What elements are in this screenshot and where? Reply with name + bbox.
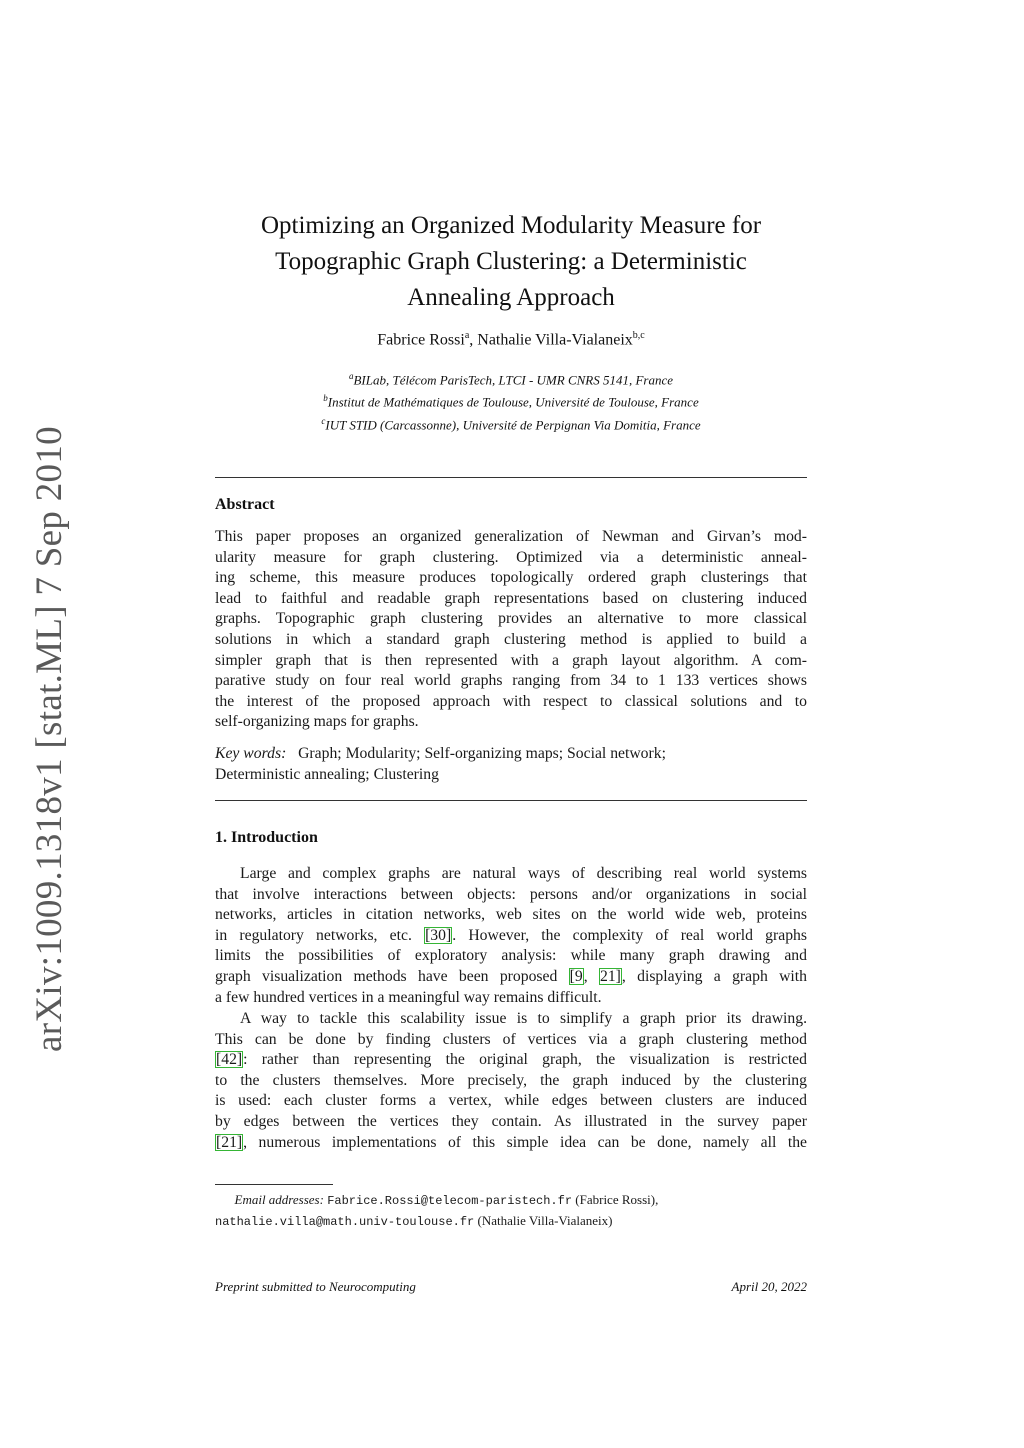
abstract-bottom-rule xyxy=(215,800,807,801)
footer-journal: Preprint submitted to Neurocomputing xyxy=(215,1279,416,1294)
affiliation-mark: b xyxy=(323,393,328,404)
abstract-line: lead to faithful and readable graph representations based on clustering induced xyxy=(215,589,807,607)
introduction-heading: 1. Introduction xyxy=(215,829,318,846)
footnote-rule xyxy=(215,1184,333,1185)
body-line: by edges between the vertices they contain. As illustrated in the survey paper xyxy=(215,1112,807,1130)
abstract-body xyxy=(215,527,807,733)
body-text: , xyxy=(583,967,599,985)
email-link[interactable]: Fabrice.Rossi@telecom-paristech.fr xyxy=(327,1194,573,1208)
affiliation-mark: c xyxy=(321,415,326,426)
abstract-line: self-organizing maps for graphs. xyxy=(215,713,419,731)
affiliation-text: BILab, Télécom ParisTech, LTCI - UMR CNRS 5141, France xyxy=(353,372,674,388)
body-line xyxy=(215,1133,807,1154)
abstract-line: ularity measure for graph clustering. Optimized via a deterministic anneal- xyxy=(215,548,807,566)
body-text: . However, the complexity of real world graphs xyxy=(452,926,808,944)
citation-link[interactable]: [21] xyxy=(216,1133,243,1151)
affiliations xyxy=(215,367,807,434)
body-line: to the clusters themselves. More precisely, the graph induced by the clustering xyxy=(215,1071,807,1089)
affiliation-text: Institut de Mathématiques de Toulouse, Université de Toulouse, France xyxy=(327,394,699,410)
intro-paragraph-2 xyxy=(215,1009,807,1153)
citation-link[interactable]: [9 xyxy=(569,967,583,985)
body-text: , numerous implementations of this simple idea can be done, namely all the xyxy=(243,1133,807,1151)
body-text: graph visualization methods have been proposed xyxy=(215,967,569,985)
affiliation-text: IUT STID (Carcassonne), Université de Perpignan Via Domitia, France xyxy=(325,416,701,432)
body-line: This can be done by finding clusters of vertices via a graph clustering method xyxy=(215,1030,807,1048)
author-name: Nathalie Villa-Vialaneix xyxy=(477,331,633,349)
body-line xyxy=(215,967,807,988)
body-line: networks, articles in citation networks, web sites on the world wide web, proteins xyxy=(215,906,807,924)
email-link[interactable]: nathalie.villa@math.univ-toulouse.fr xyxy=(215,1215,475,1229)
abstract-heading: Abstract xyxy=(215,496,275,513)
abstract-top-rule xyxy=(215,477,807,478)
keywords-label: Key words: xyxy=(215,745,287,762)
body-text: , displaying a graph with xyxy=(621,967,807,985)
arxiv-identifier: arXiv:1009.1318v1 [stat.ML] 7 Sep 2010 xyxy=(29,426,70,1052)
author-list: Fabrice Rossi$^a$, Nathalie Villa-Vialaneix$^{b,c}$ xyxy=(377,330,645,349)
body-line: that involve interactions between objects: persons and/or organizations in social xyxy=(215,885,807,903)
paper-title xyxy=(215,208,807,316)
affiliation xyxy=(215,412,807,434)
abstract-line: solutions in which a standard graph clustering method is applied to build a xyxy=(215,630,807,648)
body-text: : rather than representing the original graph, the visualization is restricted xyxy=(243,1051,807,1069)
body-line xyxy=(215,1050,807,1071)
body-line: a few hundred vertices in a meaningful way remains difficult. xyxy=(215,988,602,1006)
body-line: A way to tackle this scalability issue is to simplify a graph prior its drawing. xyxy=(240,1010,807,1027)
author-affiliation-mark: b,c xyxy=(632,330,645,341)
keywords-text: Deterministic annealing; Clustering xyxy=(215,765,439,783)
affiliation xyxy=(215,389,807,411)
footnote-text: (Fabrice Rossi), xyxy=(575,1192,659,1207)
footnote-text: (Nathalie Villa-Vialaneix) xyxy=(477,1213,613,1228)
abstract-line: the interest of the proposed approach with respect to classical solutions and to xyxy=(215,692,807,710)
title-line: Optimizing an Organized Modularity Measure for xyxy=(260,212,762,239)
body-text: in regulatory networks, etc. xyxy=(215,926,425,944)
keywords-text: Graph; Modularity; Self-organizing maps; Social network; xyxy=(298,745,666,762)
citation-link[interactable]: [42] xyxy=(216,1051,243,1069)
affiliation xyxy=(215,367,807,389)
abstract-line: graphs. Topographic graph clustering provides an alternative to more classical xyxy=(215,610,807,628)
intro-paragraph-1 xyxy=(215,864,807,1008)
citation-link[interactable]: 21] xyxy=(599,967,621,985)
author-affiliation-mark: a xyxy=(464,330,470,341)
citation-link[interactable]: [30] xyxy=(425,926,452,944)
abstract-line: parative study on four real world graphs ranging from 34 to 1 133 vertices shows xyxy=(215,672,807,690)
keywords xyxy=(215,744,807,785)
author-name: Fabrice Rossi xyxy=(377,331,465,349)
abstract-line: ing scheme, this measure produces topologically ordered graph clusterings that xyxy=(215,569,807,587)
body-line: is used: each cluster forms a vertex, while edges between clusters are induced xyxy=(215,1092,807,1110)
body-line: limits the possibilities of exploratory analysis: while many graph drawing and xyxy=(215,947,807,965)
title-line: Topographic Graph Clustering: a Deterministic xyxy=(275,248,747,275)
footer-date: April 20, 2022 xyxy=(731,1279,807,1294)
body-line: Large and complex graphs are natural ways of describing real world systems xyxy=(240,865,807,882)
body-line xyxy=(215,926,807,947)
abstract-line: This paper proposes an organized generalization of Newman and Girvan’s mod- xyxy=(215,528,807,545)
footnote xyxy=(215,1190,807,1232)
abstract-line: simpler graph that is then represented with a graph layout algorithm. A com- xyxy=(215,651,807,669)
footnote-label: Email addresses: xyxy=(234,1192,324,1207)
affiliation-mark: a xyxy=(348,371,354,381)
title-line: Annealing Approach xyxy=(407,284,615,311)
